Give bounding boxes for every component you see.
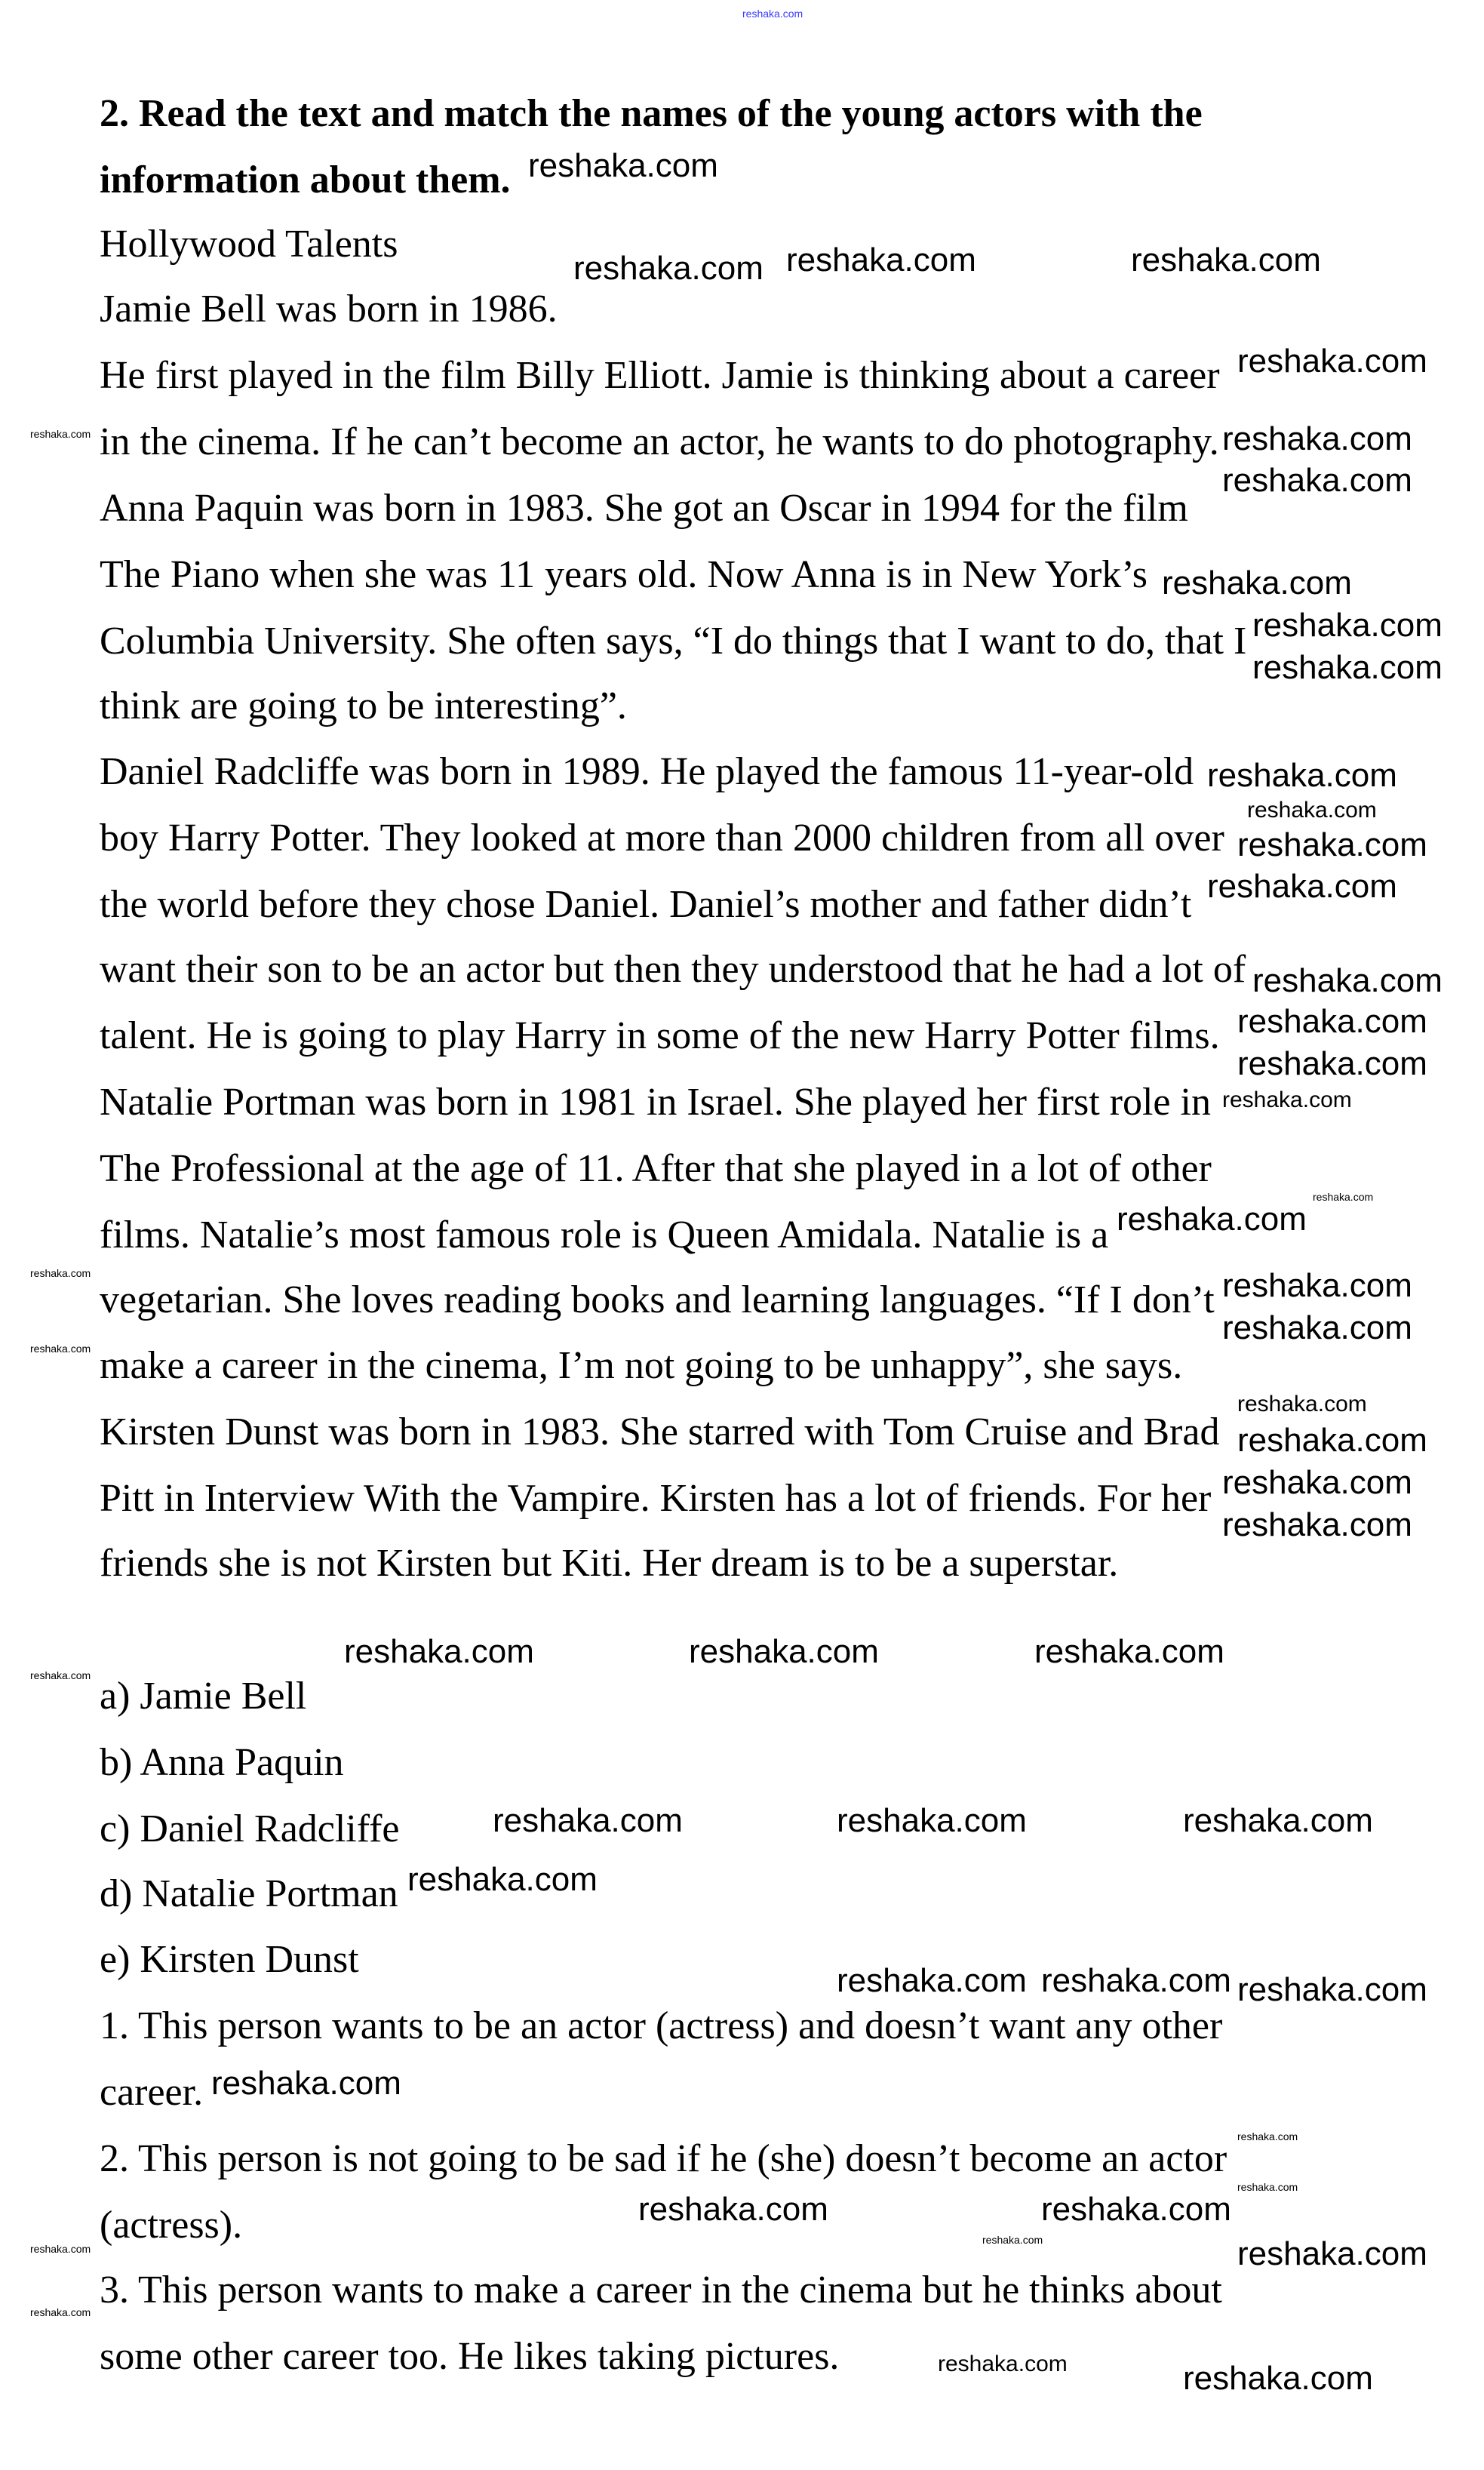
- watermark-text: reshaka.com: [344, 1633, 534, 1670]
- statement-line: career.: [100, 2071, 204, 2114]
- text-line: friends she is not Kirsten but Kiti. Her dream is to be a superstar.: [100, 1542, 1119, 1585]
- watermark-text: reshaka.com: [1252, 962, 1443, 999]
- statement-line: 1. This person wants to be an actor (actress) and doesn’t want any other: [100, 2004, 1223, 2047]
- watermark-text: reshaka.com: [1222, 1464, 1412, 1501]
- watermark-text: reshaka.com: [1237, 1003, 1427, 1040]
- watermark-text: reshaka.com: [1237, 2235, 1427, 2272]
- text-line: make a career in the cinema, I’m not going to be unhappy”, she says.: [100, 1344, 1183, 1387]
- exercise-heading-line-2: information about them.: [100, 158, 511, 201]
- watermark-text: reshaka.com: [786, 241, 976, 278]
- watermark-text: reshaka.com: [742, 8, 803, 20]
- watermark-text: reshaka.com: [982, 2234, 1043, 2246]
- watermark-text: reshaka.com: [1252, 649, 1443, 686]
- watermark-text: reshaka.com: [1237, 1971, 1427, 2008]
- text-line: think are going to be interesting”.: [100, 684, 627, 727]
- watermark-text: reshaka.com: [1117, 1201, 1307, 1238]
- text-line: in the cinema. If he can’t become an actor, he wants to do photography.: [100, 420, 1219, 463]
- watermark-text: reshaka.com: [1041, 1962, 1231, 1999]
- watermark-text: reshaka.com: [1207, 868, 1397, 905]
- watermark-text: reshaka.com: [1131, 241, 1321, 278]
- option-item: d) Natalie Portman: [100, 1872, 398, 1915]
- watermark-text: reshaka.com: [1237, 2181, 1298, 2193]
- watermark-text: reshaka.com: [30, 2243, 91, 2255]
- watermark-text: reshaka.com: [1222, 1267, 1412, 1304]
- text-line: Columbia University. She often says, “I do things that I want to do, that I: [100, 620, 1247, 663]
- watermark-text: reshaka.com: [1222, 1506, 1412, 1543]
- watermark-text: reshaka.com: [30, 2306, 91, 2318]
- statement-line: 2. This person is not going to be sad if he (she) doesn’t become an actor: [100, 2137, 1227, 2180]
- text-line: Kirsten Dunst was born in 1983. She starred with Tom Cruise and Brad: [100, 1410, 1220, 1453]
- watermark-text: reshaka.com: [1313, 1191, 1374, 1203]
- watermark-text: reshaka.com: [30, 1669, 91, 1681]
- statement-line: 3. This person wants to make a career in the cinema but he thinks about: [100, 2269, 1222, 2312]
- watermark-text: reshaka.com: [837, 1962, 1027, 1999]
- watermark-text: reshaka.com: [1183, 2360, 1373, 2397]
- text-line: the world before they chose Daniel. Daniel’s mother and father didn’t: [100, 883, 1192, 926]
- text-line: Daniel Radcliffe was born in 1989. He played the famous 11-year-old: [100, 750, 1194, 793]
- watermark-text: reshaka.com: [1252, 607, 1443, 644]
- statement-line: (actress).: [100, 2204, 243, 2247]
- text-line: want their son to be an actor but then they understood that he had a lot of: [100, 948, 1246, 991]
- watermark-text: reshaka.com: [1237, 343, 1427, 380]
- exercise-heading-line-1: 2. Read the text and match the names of the young actors with the: [100, 92, 1203, 135]
- option-item: a) Jamie Bell: [100, 1675, 307, 1718]
- watermark-text: reshaka.com: [1162, 564, 1352, 601]
- watermark-text: reshaka.com: [30, 428, 91, 440]
- watermark-text: reshaka.com: [1237, 1392, 1367, 1416]
- statement-line: some other career too. He likes taking pictures.: [100, 2335, 840, 2378]
- watermark-text: reshaka.com: [1237, 1422, 1427, 1459]
- watermark-text: reshaka.com: [573, 250, 764, 287]
- watermark-text: reshaka.com: [1237, 826, 1427, 863]
- watermark-text: reshaka.com: [1222, 462, 1412, 499]
- text-line: Jamie Bell was born in 1986.: [100, 288, 558, 331]
- text-line: Natalie Portman was born in 1981 in Israel. She played her first role in: [100, 1081, 1211, 1124]
- watermark-text: reshaka.com: [1237, 2130, 1298, 2142]
- watermark-text: reshaka.com: [1034, 1633, 1224, 1670]
- text-line: The Piano when she was 11 years old. Now Anna is in New York’s: [100, 553, 1148, 596]
- option-item: b) Anna Paquin: [100, 1741, 344, 1784]
- text-line: talent. He is going to play Harry in some of the new Harry Potter films.: [100, 1014, 1220, 1057]
- watermark-text: reshaka.com: [1041, 2191, 1231, 2228]
- watermark-text: reshaka.com: [30, 1267, 91, 1279]
- watermark-text: reshaka.com: [689, 1633, 879, 1670]
- option-item: c) Daniel Radcliffe: [100, 1807, 400, 1850]
- text-line: He first played in the film Billy Elliott. Jamie is thinking about a career: [100, 354, 1220, 397]
- watermark-text: reshaka.com: [1183, 1802, 1373, 1839]
- watermark-text: reshaka.com: [211, 2065, 401, 2102]
- text-line: Anna Paquin was born in 1983. She got an Oscar in 1994 for the film: [100, 487, 1188, 530]
- watermark-text: reshaka.com: [638, 2191, 828, 2228]
- watermark-text: reshaka.com: [493, 1802, 683, 1839]
- text-line: films. Natalie’s most famous role is Queen Amidala. Natalie is a: [100, 1213, 1109, 1257]
- watermark-text: reshaka.com: [1222, 1309, 1412, 1346]
- watermark-text: reshaka.com: [1247, 798, 1377, 823]
- watermark-text: reshaka.com: [938, 2352, 1068, 2376]
- text-line: Pitt in Interview With the Vampire. Kirsten has a lot of friends. For her: [100, 1477, 1212, 1520]
- option-item: e) Kirsten Dunst: [100, 1938, 359, 1981]
- text-line: vegetarian. She loves reading books and learning languages. “If I don’t: [100, 1278, 1215, 1321]
- watermark-text: reshaka.com: [1237, 1045, 1427, 1082]
- watermark-text: reshaka.com: [837, 1802, 1027, 1839]
- text-line: boy Harry Potter. They looked at more than 2000 children from all over: [100, 817, 1224, 860]
- watermark-text: reshaka.com: [407, 1861, 598, 1898]
- watermark-text: reshaka.com: [1222, 1087, 1352, 1112]
- watermark-text: reshaka.com: [1222, 420, 1412, 457]
- watermark-text: reshaka.com: [528, 147, 718, 184]
- text-line: The Professional at the age of 11. After that she played in a lot of other: [100, 1147, 1212, 1190]
- watermark-text: reshaka.com: [1207, 757, 1397, 794]
- watermark-text: reshaka.com: [30, 1343, 91, 1355]
- text-title: Hollywood Talents: [100, 223, 398, 266]
